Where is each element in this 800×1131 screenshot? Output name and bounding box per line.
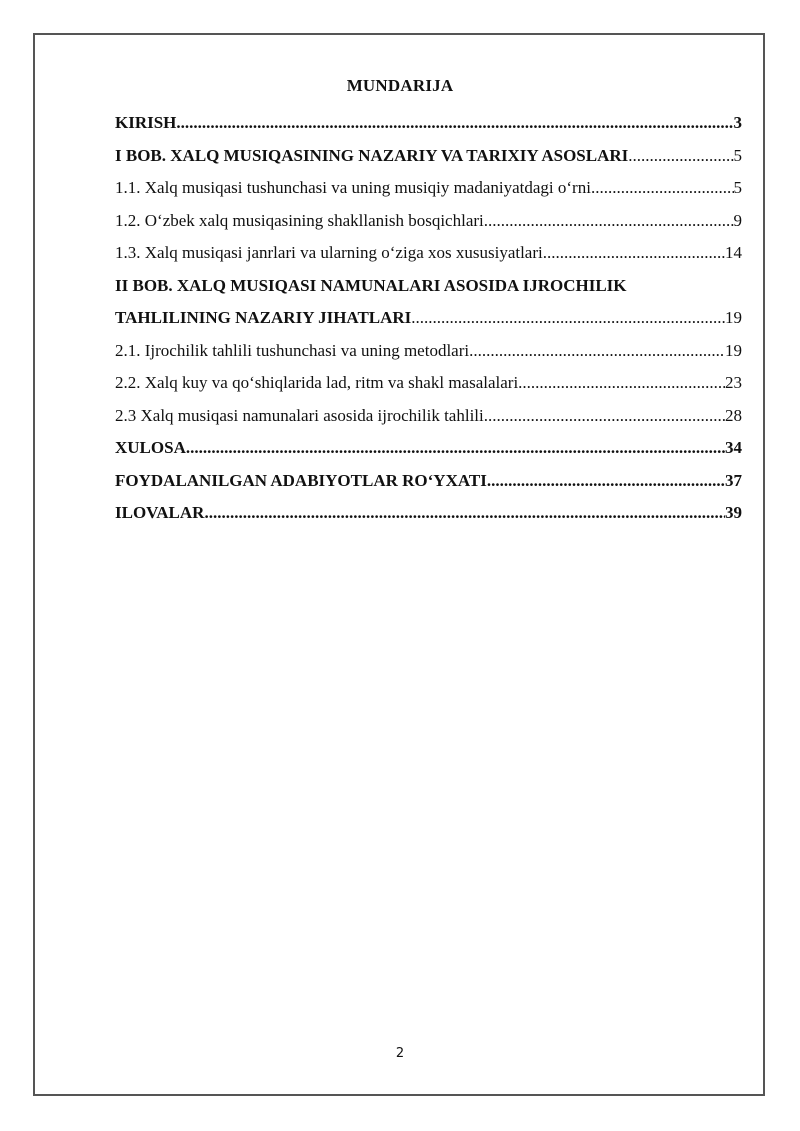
toc-entry-label: 2.2. Xalq kuy va qo‘shiqlarida lad, ritm va shakl masalalari [115, 373, 519, 392]
toc-leader-dots [411, 302, 725, 335]
toc-entry-label: FOYDALANILGAN ADABIYOTLAR RO‘YXATI [115, 470, 487, 490]
toc-entry-kirish[interactable] [115, 107, 742, 140]
toc-entry-label: KIRISH [115, 113, 177, 132]
toc-entry-page: 5 [733, 145, 742, 165]
toc-entry-label: 1.2. O‘zbek xalq musiqasining shakllanish bosqichlari [115, 210, 484, 230]
toc-entry-label: 2.1. Ijrochilik tahlili tushunchasi va uning metodlari [115, 340, 470, 360]
toc-entry-page: 37 [725, 470, 742, 490]
toc-entry-page: 14 [725, 243, 742, 262]
toc-entry-page: 19 [725, 308, 742, 327]
toc-entry-label: II BOB. XALQ MUSIQASI NAMUNALARI ASOSIDA IJROCHILIK [115, 275, 627, 295]
toc-entry-1-3[interactable] [115, 237, 742, 270]
toc-entry-1-1[interactable] [115, 172, 742, 205]
toc-entry-page: 3 [733, 113, 742, 132]
toc-entry-page: 9 [733, 210, 742, 230]
toc-entry-label: XULOSA [115, 438, 186, 457]
table-of-contents [115, 107, 742, 530]
toc-entry-label: 1.1. Xalq musiqasi tushunchasi va uning musiqiy madaniyatdagi o‘rni [115, 178, 591, 197]
toc-entry-chapter-2-line-1[interactable] [115, 270, 742, 303]
toc-entry-1-2[interactable] [115, 205, 742, 238]
toc-leader-dots [204, 497, 725, 530]
toc-entry-2-3[interactable] [115, 400, 742, 433]
toc-entry-page: 19 [725, 340, 742, 360]
toc-entry-ilovalar[interactable] [115, 497, 742, 530]
toc-entry-label: I BOB. XALQ MUSIQASINING NAZARIY VA TARIXIY ASOSLARI [115, 145, 629, 165]
toc-leader-dots [186, 432, 725, 465]
toc-entry-label: 1.3. Xalq musiqasi janrlari va ularning o‘ziga xos xususiyatlari [115, 243, 543, 262]
toc-leader-dots [484, 400, 725, 433]
toc-entry-label: ILOVALAR [115, 503, 205, 522]
toc-entry-label: TAHLILINING NAZARIY JIHATLARI [115, 308, 412, 327]
toc-entry-references[interactable] [115, 465, 742, 498]
toc-leader-dots [518, 367, 725, 400]
toc-entry-page: 39 [725, 503, 742, 522]
toc-entry-2-2[interactable] [115, 367, 742, 400]
toc-title: MUNDARIJA [346, 76, 454, 95]
toc-leader-dots [176, 107, 733, 140]
toc-entry-chapter-2-line-2[interactable] [115, 302, 742, 335]
toc-entry-page: 5 [733, 178, 742, 197]
toc-entry-label: 2.3 Xalq musiqasi namunalari asosida ijrochilik tahlili [115, 405, 484, 425]
toc-entry-2-1[interactable] [115, 335, 742, 368]
toc-entry-page: 23 [725, 373, 742, 392]
toc-leader-dots [487, 465, 725, 498]
toc-leader-dots [591, 172, 734, 205]
toc-leader-dots [543, 237, 725, 270]
toc-entry-xulosa[interactable] [115, 432, 742, 465]
toc-entry-page: 34 [725, 438, 742, 457]
toc-entry-page: 28 [725, 405, 742, 425]
toc-leader-dots [484, 205, 734, 238]
toc-leader-dots [628, 140, 733, 173]
page-number: 2 [395, 1046, 405, 1061]
toc-entry-chapter-1[interactable] [115, 140, 742, 173]
toc-leader-dots [469, 335, 725, 368]
